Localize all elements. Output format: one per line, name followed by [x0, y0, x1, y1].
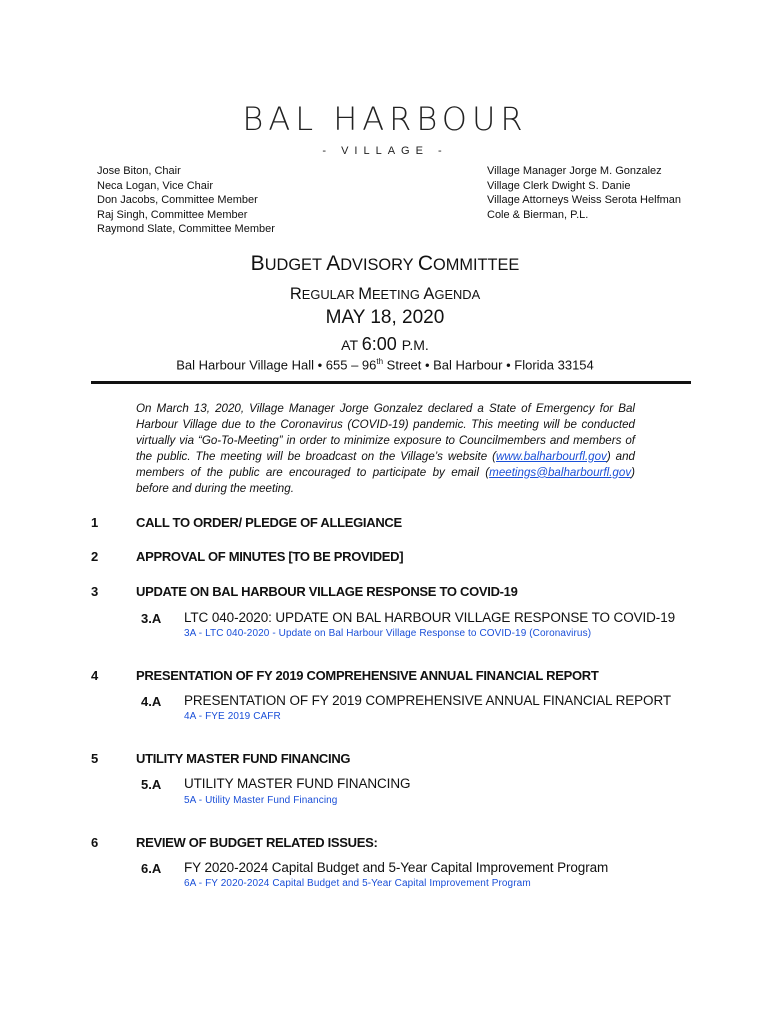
agenda-item-title: UTILITY MASTER FUND FINANCING [136, 751, 351, 766]
attachment-link[interactable]: 5A - Utility Master Fund Financing [184, 795, 338, 806]
sub-item-number: 4.A [141, 694, 162, 709]
agenda-item-title: APPROVAL OF MINUTES [TO BE PROVIDED] [136, 549, 404, 564]
website-link[interactable]: www.balharbourfl.gov [496, 449, 607, 463]
member-line: Raymond Slate, Committee Member [97, 223, 275, 236]
agenda-item-title: PRESENTATION OF FY 2019 COMPREHENSIVE ANNUAL FINANCIAL REPORT [136, 668, 599, 683]
member-line: Neca Logan, Vice Chair [97, 179, 213, 192]
sub-item-number: 5.A [141, 777, 162, 792]
agenda-item-number: 2 [91, 549, 99, 564]
attachment-link[interactable]: 4A - FYE 2019 CAFR [184, 711, 281, 722]
agenda-item-title: CALL TO ORDER/ PLEDGE OF ALLEGIANCE [136, 515, 402, 530]
meeting-time: AT 6:00 P.M. [341, 334, 429, 354]
agenda-type: REGULAR MEETING AGENDA [289, 285, 481, 303]
sub-item-title: FY 2020-2024 Capital Budget and 5-Year Capital Improvement Program [184, 860, 609, 875]
village-officials [487, 164, 681, 222]
attachment-link[interactable]: 6A - FY 2020-2024 Capital Budget and 5-Year Capital Improvement Program [184, 878, 531, 889]
official-line: Village Attorneys Weiss Serota Helfman [487, 194, 682, 207]
agenda-item-number: 4 [91, 668, 99, 683]
attachment-link[interactable]: 3A - LTC 040-2020 - Update on Bal Harbour Village Response to COVID-19 (Coronavirus) [184, 628, 592, 639]
member-line: Jose Biton, Chair [97, 165, 181, 177]
sub-item-title: PRESENTATION OF FY 2019 COMPREHENSIVE ANNUAL FINANCIAL REPORT [184, 693, 672, 708]
official-line: Village Clerk Dwight S. Danie [487, 179, 631, 192]
logo-subtitle: - VILLAGE - [322, 145, 448, 157]
email-link[interactable]: meetings@balharbourfl.gov [489, 465, 632, 479]
divider [91, 381, 691, 384]
sub-item-title: LTC 040-2020: UPDATE ON BAL HARBOUR VILLAGE RESPONSE TO COVID-19 [184, 610, 676, 625]
agenda-item-title: REVIEW OF BUDGET RELATED ISSUES: [136, 835, 378, 850]
committee-title: BUDGET ADVISORY COMMITTEE [250, 252, 520, 275]
official-line: Village Manager Jorge M. Gonzalez [487, 165, 662, 177]
covid-notice: On March 13, 2020, Village Manager Jorge Gonzalez declared a State of Emergency for Bal Harbour Village due to the Coronavirus (COVID-19) pandemic. This meeting will be conducted virtually via “Go-To-Meeting” in order to minimize exposure to Councilmembers and members of the public. The meeting will be broadcast on the Village’s website (www.balharbourfl.gov) and members of the public are encouraged to participate by email (meetings@balharbourfl.gov) before and during the meeting. [136, 402, 635, 495]
official-line: Cole & Bierman, P.L. [487, 208, 589, 221]
meeting-address: Bal Harbour Village Hall • 655 – 96th Street • Bal Harbour • Florida 33154 [176, 357, 594, 373]
agenda-item-number: 1 [91, 515, 99, 530]
member-line: Raj Singh, Committee Member [97, 208, 248, 221]
agenda-item-title: UPDATE ON BAL HARBOUR VILLAGE RESPONSE TO COVID-19 [136, 584, 518, 599]
committee-members [97, 164, 275, 237]
sub-item-number: 3.A [141, 611, 162, 626]
agenda-item-number: 6 [91, 835, 99, 850]
sub-item-number: 6.A [141, 861, 162, 876]
meeting-date: MAY 18, 2020 [325, 307, 445, 328]
bal-harbour-logo: BAL HARBOUR [242, 100, 528, 138]
member-line: Don Jacobs, Committee Member [97, 194, 258, 207]
agenda-item-number: 5 [91, 751, 99, 766]
sub-item-title: UTILITY MASTER FUND FINANCING [184, 776, 411, 791]
agenda-item-number: 3 [91, 584, 99, 599]
